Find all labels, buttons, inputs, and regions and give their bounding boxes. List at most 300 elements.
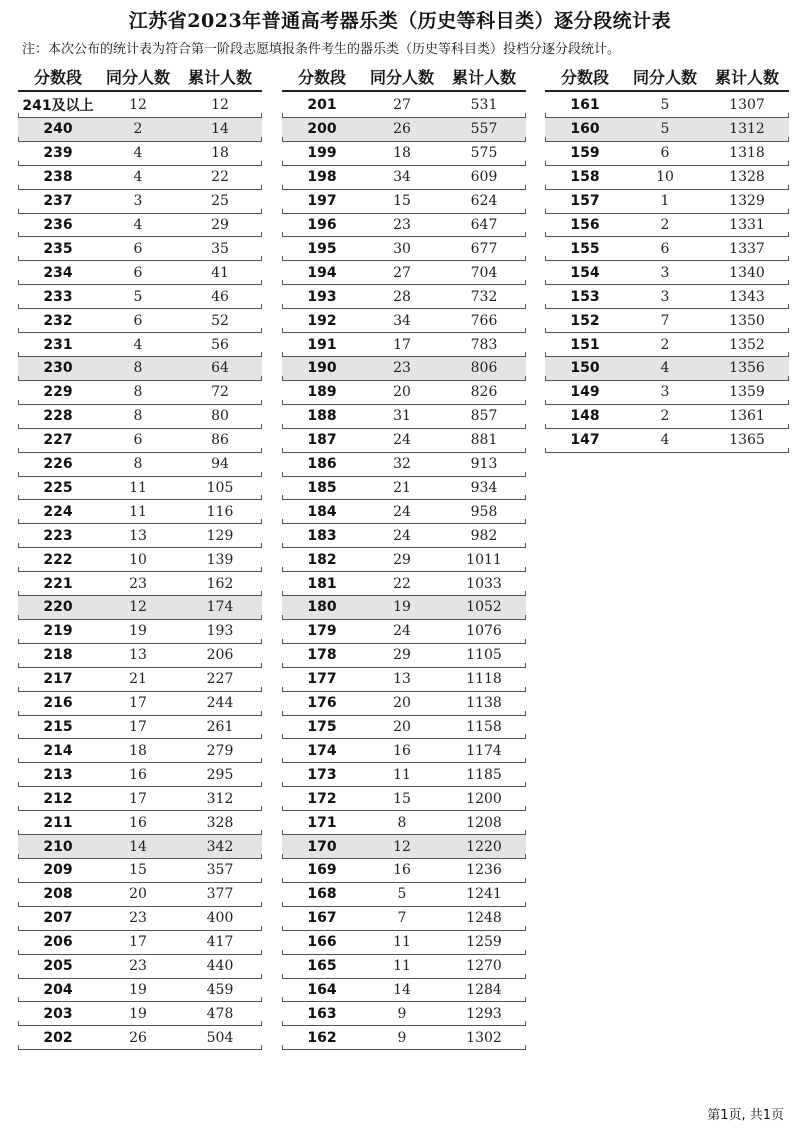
cumulative-cell: 295 [206,766,234,783]
same-count-cell: 34 [393,312,411,329]
score-cell: 185 [307,479,337,496]
table-row [282,190,526,214]
score-cell: 220 [43,599,73,616]
table-row [18,668,262,692]
cumulative-cell: 1307 [729,97,765,114]
cumulative-cell: 1259 [466,934,502,951]
same-count-cell: 23 [393,360,411,377]
score-cell: 187 [307,432,337,449]
score-cell: 223 [43,527,73,544]
same-count-cell: 6 [660,240,670,257]
score-cell: 155 [570,240,600,257]
cumulative-cell: 244 [206,695,234,712]
cumulative-cell: 1241 [466,886,502,903]
same-count-cell: 12 [393,838,411,855]
table-body [282,94,526,1050]
score-cell: 235 [43,240,73,257]
score-cell: 201 [307,97,337,114]
cumulative-cell: 1359 [729,384,765,401]
score-cell: 217 [43,671,73,688]
cumulative-cell: 193 [206,623,234,640]
table-row [282,668,526,692]
table-row [18,453,262,477]
same-count-cell: 21 [129,671,147,688]
same-count-cell: 5 [660,121,670,138]
cumulative-cell: 41 [211,264,229,281]
table-row [282,453,526,477]
same-count-cell: 12 [129,97,147,114]
table-row [282,692,526,716]
same-count-cell: 24 [393,623,411,640]
score-cell: 177 [307,671,337,688]
same-count-cell: 20 [393,384,411,401]
table-row [282,620,526,644]
cumulative-cell: 1284 [466,981,502,998]
cumulative-cell: 1158 [466,719,502,736]
table-row [18,907,262,931]
table-row [545,237,789,261]
score-cell: 211 [43,814,73,831]
table-row [545,214,789,238]
same-count-cell: 23 [393,216,411,233]
cumulative-cell: 116 [206,503,234,520]
cumulative-cell: 766 [470,312,498,329]
table-row [18,524,262,548]
same-count-cell: 17 [129,790,147,807]
cumulative-cell: 459 [206,981,234,998]
table-row [18,620,262,644]
header-same-count: 同分人数 [632,67,697,87]
score-cell: 148 [570,408,600,425]
score-cell: 228 [43,408,73,425]
table-row [545,309,789,333]
same-count-cell: 8 [397,814,407,831]
header-cumulative: 累计人数 [451,67,516,87]
same-count-cell: 8 [133,408,143,425]
column-header [545,62,789,92]
score-cell: 207 [43,910,73,927]
same-count-cell: 12 [129,599,147,616]
table-row [18,429,262,453]
score-cell: 167 [307,910,337,927]
cumulative-cell: 357 [206,862,234,879]
score-cell: 234 [43,264,73,281]
cumulative-cell: 732 [470,288,498,305]
same-count-cell: 15 [393,193,411,210]
same-count-cell: 5 [397,886,407,903]
table-row [18,166,262,190]
table-row [18,285,262,309]
table-row [18,118,262,142]
cumulative-cell: 1318 [729,145,765,162]
table-row [282,142,526,166]
cumulative-cell: 35 [211,240,229,257]
cumulative-cell: 609 [470,169,498,186]
cumulative-cell: 704 [470,264,498,281]
score-cell: 157 [570,193,600,210]
cumulative-cell: 1337 [729,240,765,257]
table-row [18,931,262,955]
column-header [18,62,262,92]
table-row [18,955,262,979]
same-count-cell: 18 [129,742,147,759]
score-cell: 239 [43,145,73,162]
cumulative-cell: 1329 [729,193,765,210]
cumulative-cell: 982 [470,527,498,544]
same-count-cell: 26 [129,1029,147,1046]
score-cell: 150 [570,360,600,377]
same-count-cell: 24 [393,503,411,520]
table-row [545,94,789,118]
cumulative-cell: 174 [206,599,234,616]
score-cell: 182 [307,551,337,568]
table-row [282,1002,526,1026]
same-count-cell: 23 [129,910,147,927]
score-cell: 233 [43,288,73,305]
score-cell: 163 [307,1005,337,1022]
cumulative-cell: 72 [211,384,229,401]
same-count-cell: 19 [129,623,147,640]
table-row [282,596,526,620]
cumulative-cell: 1200 [466,790,502,807]
same-count-cell: 22 [393,575,411,592]
score-cell: 172 [307,790,337,807]
score-cell: 219 [43,623,73,640]
score-cell: 151 [570,336,600,353]
same-count-cell: 2 [660,216,670,233]
score-cell: 162 [307,1029,337,1046]
cumulative-cell: 12 [211,97,229,114]
table-row [18,405,262,429]
table-row [282,859,526,883]
score-cell: 214 [43,742,73,759]
same-count-cell: 13 [129,527,147,544]
score-cell: 174 [307,742,337,759]
cumulative-cell: 934 [470,479,498,496]
same-count-cell: 16 [393,742,411,759]
same-count-cell: 11 [129,503,147,520]
score-cell: 226 [43,456,73,473]
table-row [545,357,789,381]
score-cell: 190 [307,360,337,377]
page-title: 江苏省2023年普通高考器乐类（历史等科目类）逐分段统计表 [128,10,672,32]
same-count-cell: 17 [393,336,411,353]
table-row [282,166,526,190]
table-row [282,572,526,596]
cumulative-cell: 1356 [729,360,765,377]
score-cell: 229 [43,384,73,401]
cumulative-cell: 1365 [729,432,765,449]
score-cell: 184 [307,503,337,520]
same-count-cell: 20 [129,886,147,903]
same-count-cell: 4 [133,169,143,186]
cumulative-cell: 1293 [466,1005,502,1022]
cumulative-cell: 440 [206,958,234,975]
table-row [18,190,262,214]
score-cell: 222 [43,551,73,568]
cumulative-cell: 46 [211,288,229,305]
table-row [282,979,526,1003]
cumulative-cell: 52 [211,312,229,329]
table-row [18,237,262,261]
cumulative-cell: 1331 [729,216,765,233]
score-cell: 218 [43,647,73,664]
same-count-cell: 6 [133,240,143,257]
table-row [18,811,262,835]
cumulative-cell: 504 [206,1029,234,1046]
same-count-cell: 10 [656,169,674,186]
score-cell: 166 [307,934,337,951]
score-cell: 232 [43,312,73,329]
table-row [18,1002,262,1026]
score-cell: 195 [307,240,337,257]
same-count-cell: 19 [129,1005,147,1022]
score-cell: 216 [43,695,73,712]
score-cell: 160 [570,121,600,138]
cumulative-cell: 531 [470,97,498,114]
table-column-2 [282,62,526,1050]
page-footer: 第1页, 共1页 [707,1108,784,1123]
header-score: 分数段 [33,67,82,87]
same-count-cell: 2 [133,121,143,138]
cumulative-cell: 56 [211,336,229,353]
cumulative-cell: 377 [206,886,234,903]
score-cell: 154 [570,264,600,281]
cumulative-cell: 958 [470,503,498,520]
same-count-cell: 6 [133,312,143,329]
same-count-cell: 10 [129,551,147,568]
cumulative-cell: 1361 [729,408,765,425]
same-count-cell: 6 [133,432,143,449]
table-row [282,787,526,811]
same-count-cell: 29 [393,551,411,568]
score-cell: 231 [43,336,73,353]
cumulative-cell: 80 [211,408,229,425]
cumulative-cell: 677 [470,240,498,257]
same-count-cell: 9 [397,1029,407,1046]
same-count-cell: 4 [133,216,143,233]
table-row [282,883,526,907]
same-count-cell: 2 [660,408,670,425]
table-row [18,142,262,166]
score-cell: 159 [570,145,600,162]
table-row [545,118,789,142]
table-row [18,548,262,572]
table-row [282,644,526,668]
table-row [282,333,526,357]
header-score: 分数段 [297,67,346,87]
cumulative-cell: 1076 [466,623,502,640]
score-cell: 189 [307,384,337,401]
same-count-cell: 7 [660,312,670,329]
same-count-cell: 7 [397,910,407,927]
cumulative-cell: 139 [206,551,234,568]
table-row [282,261,526,285]
table-row [18,214,262,238]
table-row [545,166,789,190]
table-row [282,429,526,453]
same-count-cell: 11 [393,934,411,951]
same-count-cell: 11 [393,766,411,783]
score-cell: 236 [43,216,73,233]
cumulative-cell: 206 [206,647,234,664]
table-row [545,429,789,453]
cumulative-cell: 783 [470,336,498,353]
table-row [18,333,262,357]
same-count-cell: 8 [133,456,143,473]
cumulative-cell: 647 [470,216,498,233]
same-count-cell: 5 [133,288,143,305]
same-count-cell: 6 [133,264,143,281]
score-cell: 204 [43,981,73,998]
table-row [282,357,526,381]
table-row [282,907,526,931]
same-count-cell: 27 [393,264,411,281]
cumulative-cell: 129 [206,527,234,544]
table-row [18,787,262,811]
cumulative-cell: 312 [206,790,234,807]
cumulative-cell: 1236 [466,862,502,879]
cumulative-cell: 1343 [729,288,765,305]
score-cell: 224 [43,503,73,520]
same-count-cell: 24 [393,527,411,544]
table-row [282,931,526,955]
score-cell: 200 [307,121,337,138]
same-count-cell: 31 [393,408,411,425]
score-cell: 156 [570,216,600,233]
score-cell: 203 [43,1005,73,1022]
score-cell: 209 [43,862,73,879]
cumulative-cell: 1270 [466,958,502,975]
score-cell: 215 [43,719,73,736]
table-row [282,955,526,979]
cumulative-cell: 279 [206,742,234,759]
cumulative-cell: 1208 [466,814,502,831]
cumulative-cell: 624 [470,193,498,210]
cumulative-cell: 857 [470,408,498,425]
same-count-cell: 3 [660,264,670,281]
same-count-cell: 19 [393,599,411,616]
score-cell: 178 [307,647,337,664]
score-cell: 212 [43,790,73,807]
score-cell: 165 [307,958,337,975]
same-count-cell: 17 [129,719,147,736]
table-row [18,716,262,740]
table-row [282,214,526,238]
table-row [18,261,262,285]
table-body [18,94,262,1050]
score-cell: 188 [307,408,337,425]
score-cell: 161 [570,97,600,114]
same-count-cell: 4 [133,145,143,162]
table-row [545,142,789,166]
score-cell: 197 [307,193,337,210]
table-row [545,381,789,405]
cumulative-cell: 64 [211,360,229,377]
same-count-cell: 23 [129,575,147,592]
table-row [18,859,262,883]
same-count-cell: 32 [393,456,411,473]
table-row [282,237,526,261]
score-cell: 170 [307,838,337,855]
score-cell: 176 [307,695,337,712]
cumulative-cell: 1185 [466,766,502,783]
table-body [545,94,789,453]
cumulative-cell: 826 [470,384,498,401]
same-count-cell: 9 [397,1005,407,1022]
table-row [282,524,526,548]
same-count-cell: 30 [393,240,411,257]
table-row [18,381,262,405]
same-count-cell: 11 [129,479,147,496]
cumulative-cell: 400 [206,910,234,927]
table-row [18,500,262,524]
table-row [282,405,526,429]
score-cell: 181 [307,575,337,592]
same-count-cell: 8 [133,360,143,377]
table-row [282,739,526,763]
table-row [282,835,526,859]
cumulative-cell: 25 [211,193,229,210]
score-cell: 186 [307,456,337,473]
score-cell: 194 [307,264,337,281]
score-cell: 193 [307,288,337,305]
same-count-cell: 27 [393,97,411,114]
cumulative-cell: 1350 [729,312,765,329]
table-note: 注：本次公布的统计表为符合第一阶段志愿填报条件考生的器乐类（历史等科目类）投档分逐分段统计。 [22,42,621,57]
cumulative-cell: 478 [206,1005,234,1022]
cumulative-cell: 1105 [466,647,502,664]
score-cell: 175 [307,719,337,736]
cumulative-cell: 261 [206,719,234,736]
table-row [282,811,526,835]
same-count-cell: 2 [660,336,670,353]
cumulative-cell: 1011 [466,551,502,568]
score-cell: 168 [307,886,337,903]
cumulative-cell: 1138 [466,695,502,712]
score-cell: 230 [43,360,73,377]
same-count-cell: 20 [393,695,411,712]
score-cell: 225 [43,479,73,496]
score-cell: 237 [43,193,73,210]
same-count-cell: 14 [393,981,411,998]
table-row [18,94,262,118]
cumulative-cell: 1220 [466,838,502,855]
cumulative-cell: 1340 [729,264,765,281]
same-count-cell: 15 [393,790,411,807]
score-cell: 152 [570,312,600,329]
score-cell: 227 [43,432,73,449]
score-cell: 202 [43,1029,73,1046]
same-count-cell: 23 [129,958,147,975]
cumulative-cell: 557 [470,121,498,138]
table-row [545,405,789,429]
cumulative-cell: 881 [470,432,498,449]
same-count-cell: 17 [129,934,147,951]
table-row [545,333,789,357]
cumulative-cell: 1302 [466,1029,502,1046]
cumulative-cell: 18 [211,145,229,162]
table-row [282,763,526,787]
table-row [282,381,526,405]
table-column-3 [545,62,789,453]
score-cell: 206 [43,934,73,951]
table-row [282,500,526,524]
table-row [18,739,262,763]
table-row [545,190,789,214]
same-count-cell: 13 [129,647,147,664]
same-count-cell: 3 [133,193,143,210]
